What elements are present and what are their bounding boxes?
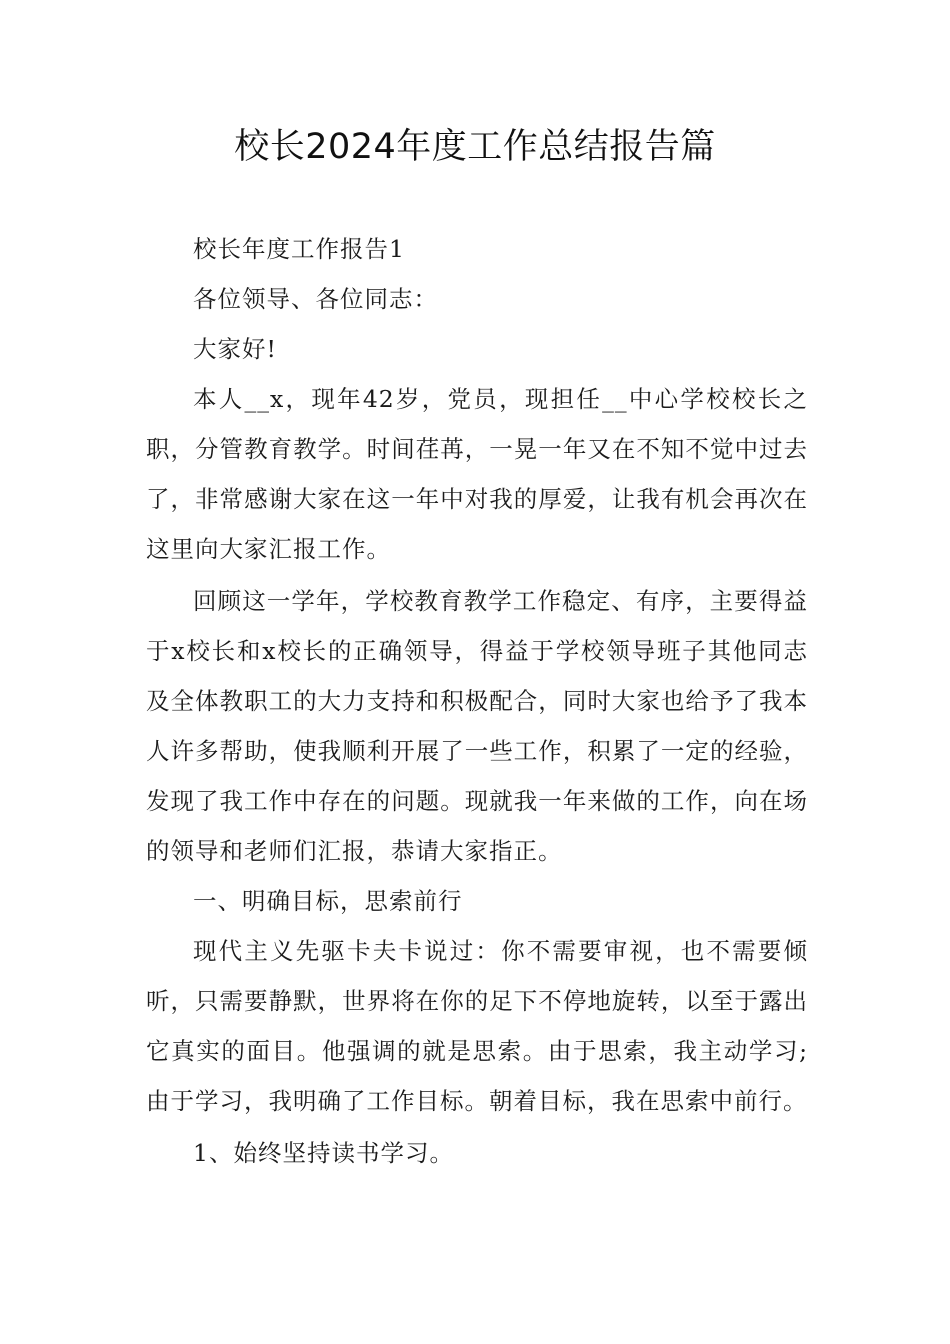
subsection-heading-1: 1、始终坚持读书学习。	[193, 1139, 454, 1167]
paragraph-intro: 本人__x，现年42岁，党员，现担任__中心学校校长之职，分管教育教学。时间荏苒，一晃一年又在不知不觉中过去了，非常感谢大家在这一年中对我的厚爱，让我有机会再次在这里向大家汇报工作。	[146, 385, 808, 563]
paragraph-review: 回顾这一学年，学校教育教学工作稳定、有序，主要得益于x校长和x校长的正确领导，得益于学校领导班子其他同志及全体教职工的大力支持和积极配合，同时大家也给予了我本人许多帮助，使我顺利开展了一些工作，积累了一定的经验，发现了我工作中存在的问题。现就我一年来做的工作，向在场的领导和老师们汇报，恭请大家指正。	[146, 587, 808, 865]
document-title: 校长2024年度工作总结报告篇	[234, 127, 716, 167]
report-heading: 校长年度工作报告1	[193, 235, 405, 263]
section-heading-1: 一、明确目标，思索前行	[193, 887, 463, 915]
greeting: 大家好!	[193, 335, 277, 363]
salutation: 各位领导、各位同志：	[193, 285, 438, 313]
paragraph-kafka: 现代主义先驱卡夫卡说过：你不需要审视，也不需要倾听，只需要静默，世界将在你的足下不停地旋转，以至于露出它真实的面目。他强调的就是思索。由于思索，我主动学习;由于学习，我明确了工作目标。朝着目标，我在思索中前行。	[146, 937, 808, 1115]
document-body	[146, 224, 808, 1178]
